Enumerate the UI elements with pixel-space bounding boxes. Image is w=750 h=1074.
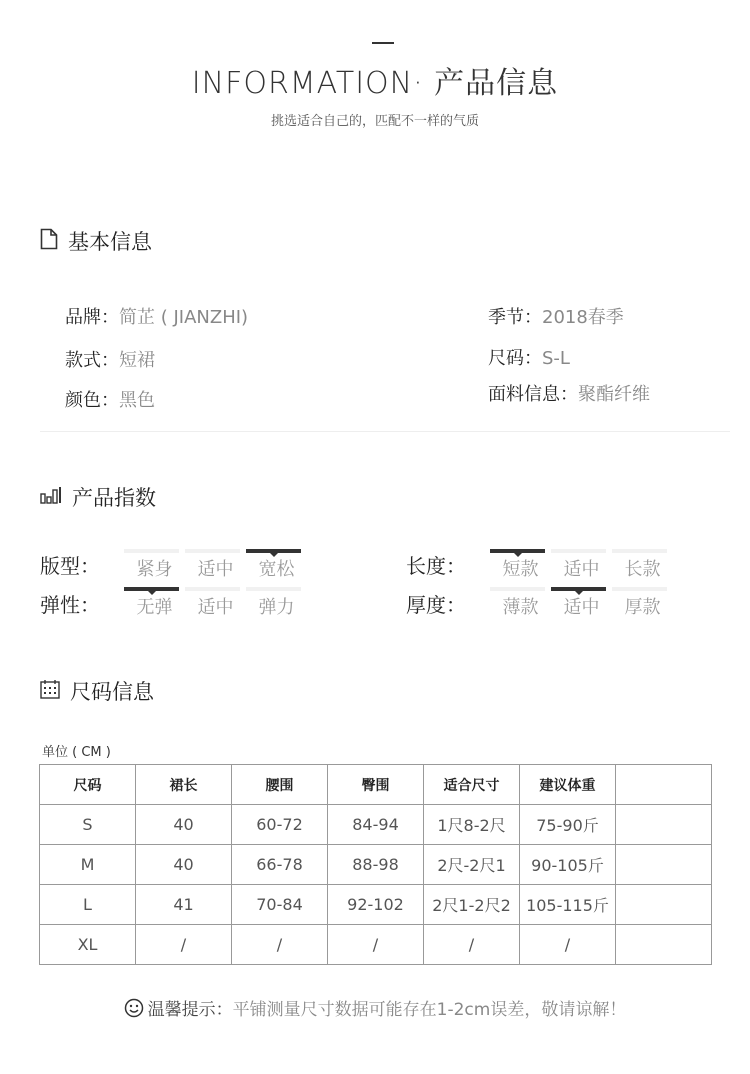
selected-marker-icon — [270, 553, 278, 557]
table-header-cell: 臀围 — [328, 765, 424, 805]
table-row — [40, 805, 712, 845]
option-text: 短款 — [502, 559, 539, 580]
table-cell: / — [424, 925, 520, 965]
table-cell: 2尺-2尺1 — [424, 845, 520, 885]
index-option — [551, 549, 612, 581]
kv-key: 款式： — [65, 350, 119, 371]
kv-fabric — [488, 380, 650, 406]
tip-text: 平铺测量尺寸数据可能存在1-2cm误差，敬请谅解！ — [232, 1000, 627, 1020]
page-subtitle: 挑选适合自己的，匹配不一样的气质 — [270, 114, 479, 129]
index-option — [185, 549, 246, 581]
index-options-elasticity — [124, 587, 307, 619]
index-options-length — [490, 549, 673, 581]
index-option — [612, 549, 673, 581]
section-divider — [40, 431, 730, 432]
index-label-thickness: 厚度： — [406, 593, 466, 617]
table-row — [40, 845, 712, 885]
index-label-length: 长度： — [406, 554, 466, 578]
table-header-row — [40, 765, 712, 805]
table-header-cell: 腰围 — [232, 765, 328, 805]
index-options-fit — [124, 549, 307, 581]
table-header-cell — [616, 765, 712, 805]
table-cell: 40 — [136, 845, 232, 885]
top-decor-line — [372, 42, 394, 44]
table-header-cell: 建议体重 — [520, 765, 616, 805]
table-cell: / — [232, 925, 328, 965]
option-bar — [490, 587, 545, 591]
option-text: 薄款 — [502, 597, 539, 618]
option-bar — [185, 587, 240, 591]
kv-brand — [65, 303, 248, 329]
table-cell: 105-115斤 — [520, 885, 616, 925]
table-cell — [616, 805, 712, 845]
index-option — [185, 587, 246, 619]
basic-info-heading-text: 基本信息 — [68, 230, 152, 254]
option-text: 宽松 — [258, 559, 295, 580]
option-text: 紧身 — [136, 559, 173, 580]
table-cell: 75-90斤 — [520, 805, 616, 845]
table-header-cell: 尺码 — [40, 765, 136, 805]
kv-value: 短裙 — [119, 350, 155, 371]
kv-value: S-L — [542, 348, 570, 369]
table-cell: L — [40, 885, 136, 925]
kv-value: 黑色 — [119, 390, 155, 411]
table-cell: S — [40, 805, 136, 845]
option-text: 无弹 — [136, 597, 173, 618]
option-bar — [246, 587, 301, 591]
option-text: 适中 — [197, 597, 234, 618]
option-bar — [612, 549, 667, 553]
table-cell: 84-94 — [328, 805, 424, 845]
index-option — [612, 587, 673, 619]
unit-label: 单位 ( CM ) — [42, 745, 111, 760]
table-cell: 1尺8-2尺 — [424, 805, 520, 845]
table-cell: 88-98 — [328, 845, 424, 885]
table-cell: 41 — [136, 885, 232, 925]
selected-marker-icon — [575, 591, 583, 595]
tip-line — [0, 995, 750, 1023]
kv-value: 简芷 ( JIANZHI) — [119, 307, 249, 328]
table-cell: 70-84 — [232, 885, 328, 925]
kv-value: 2018春季 — [542, 307, 624, 328]
page-title: INFORMATION· 产品信息 — [191, 66, 559, 101]
table-cell: XL — [40, 925, 136, 965]
index-option-selected — [490, 549, 551, 581]
table-cell: 66-78 — [232, 845, 328, 885]
document-icon — [40, 228, 58, 255]
table-cell: 60-72 — [232, 805, 328, 845]
index-option-selected — [551, 587, 612, 619]
index-option-selected — [246, 549, 307, 581]
option-text: 适中 — [563, 597, 600, 618]
kv-style — [65, 346, 155, 372]
table-cell: / — [328, 925, 424, 965]
basic-info-heading — [40, 226, 152, 256]
bar-chart-icon — [40, 485, 62, 509]
kv-value: 聚酯纤维 — [578, 384, 650, 405]
index-label-fit: 版型： — [40, 554, 100, 578]
table-header-cell: 适合尺寸 — [424, 765, 520, 805]
index-label-elasticity: 弹性： — [40, 593, 100, 617]
option-text: 弹力 — [258, 597, 295, 618]
product-index-heading-text: 产品指数 — [72, 486, 156, 510]
table-cell: / — [520, 925, 616, 965]
selected-marker-icon — [514, 553, 522, 557]
table-cell: 40 — [136, 805, 232, 845]
option-bar — [124, 549, 179, 553]
smiley-icon — [124, 998, 144, 1023]
table-cell: M — [40, 845, 136, 885]
kv-size — [488, 344, 570, 370]
table-row — [40, 925, 712, 965]
option-text: 适中 — [197, 559, 234, 580]
kv-color — [65, 386, 155, 412]
table-row — [40, 885, 712, 925]
option-bar — [551, 549, 606, 553]
size-info-heading — [40, 676, 154, 706]
kv-key: 颜色： — [65, 390, 119, 411]
table-cell: 90-105斤 — [520, 845, 616, 885]
index-option — [124, 549, 185, 581]
kv-key: 尺码： — [488, 348, 542, 369]
index-option — [490, 587, 551, 619]
size-info-heading-text: 尺码信息 — [70, 680, 154, 704]
table-cell — [616, 885, 712, 925]
kv-season — [488, 303, 624, 329]
option-bar — [185, 549, 240, 553]
index-options-thickness — [490, 587, 673, 619]
index-option-selected — [124, 587, 185, 619]
kv-key: 季节： — [488, 307, 542, 328]
index-option — [246, 587, 307, 619]
size-table — [39, 764, 712, 965]
table-cell: / — [136, 925, 232, 965]
option-bar — [612, 587, 667, 591]
table-cell: 2尺1-2尺2 — [424, 885, 520, 925]
table-cell — [616, 925, 712, 965]
option-text: 厚款 — [624, 597, 661, 618]
kv-key: 面料信息： — [488, 384, 578, 405]
table-cell — [616, 845, 712, 885]
option-text: 长款 — [624, 559, 661, 580]
product-index-heading — [40, 482, 156, 512]
option-text: 适中 — [563, 559, 600, 580]
selected-marker-icon — [148, 591, 156, 595]
calendar-grid-icon — [40, 679, 60, 704]
table-header-cell: 裙长 — [136, 765, 232, 805]
kv-key: 品牌： — [65, 307, 119, 328]
tip-label: 温馨提示： — [147, 1000, 233, 1020]
table-cell: 92-102 — [328, 885, 424, 925]
